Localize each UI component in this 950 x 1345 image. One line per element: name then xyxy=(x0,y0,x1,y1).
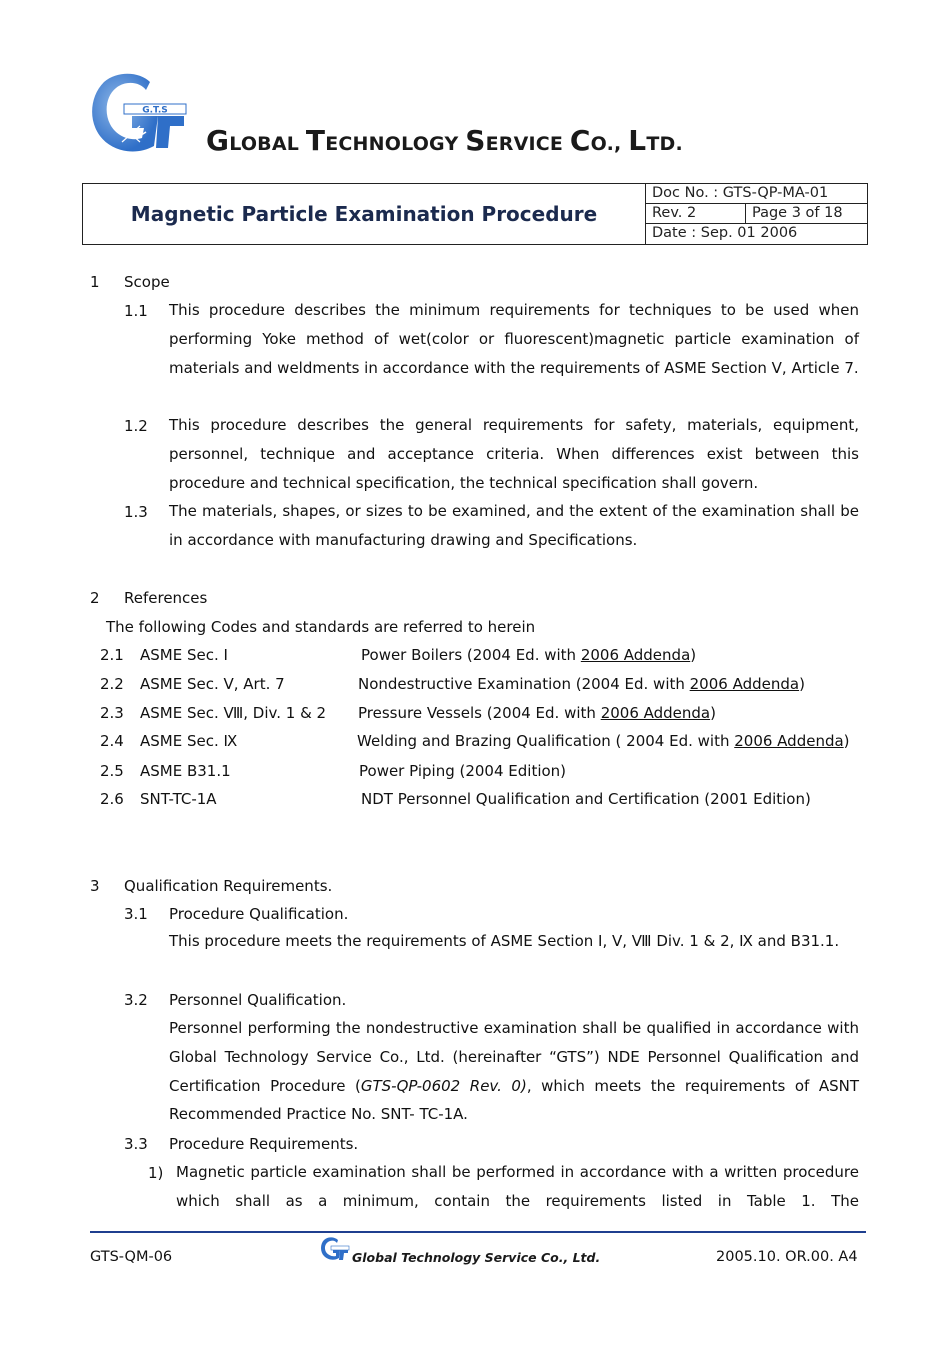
section-1-number: 1 xyxy=(90,273,100,291)
footer-logo xyxy=(320,1236,350,1262)
ref-description: Power Boilers (2004 Ed. with 2006 Addenda) xyxy=(361,646,697,664)
ref-code: ASME Sec. Ⅷ, Div. 1 & 2 xyxy=(140,704,327,722)
footer-company-name: Global Technology Service Co., Ltd. xyxy=(352,1250,601,1265)
document-header-table xyxy=(82,183,868,245)
item-3-1-number: 3.1 xyxy=(124,905,148,923)
references-intro: The following Codes and standards are referred to herein xyxy=(106,618,536,636)
item-1-3-text: The materials, shapes, or sizes to be examined, and the extent of the examination shall be in accordance with manufacturing drawing and Specifications. xyxy=(169,502,859,549)
item-3-2-title: Personnel Qualification. xyxy=(169,991,347,1009)
item-1-3-number: 1.3 xyxy=(124,503,148,521)
section-1-title: Scope xyxy=(124,273,170,291)
ref-code: SNT-TC-1A xyxy=(140,790,217,808)
ref-code: ASME B31.1 xyxy=(140,762,231,780)
ref-number: 2.6 xyxy=(100,790,124,808)
ref-code: ASME Sec. Ⅸ xyxy=(140,732,238,750)
document-meta xyxy=(645,184,868,244)
ref-description: Nondestructive Examination (2004 Ed. with 2006 Addenda) xyxy=(358,675,805,693)
company-title: GLOBAL TECHNOLOGY SERVICE CO., LTD. xyxy=(206,124,683,157)
list-item-number: 1) xyxy=(148,1164,164,1182)
footer-divider xyxy=(90,1231,866,1233)
list-item-text: Magnetic particle examination shall be performed in accordance with a written procedure which shall as a minimum, contain the requirements listed in Table 1. The xyxy=(176,1163,859,1210)
page-number: Page 3 of 18 xyxy=(746,204,868,224)
item-3-1-text: This procedure meets the requirements of ASME Section Ⅰ, Ⅴ, Ⅷ Div. 1 & 2, Ⅸ and B31.1. xyxy=(169,932,840,950)
ref-number: 2.4 xyxy=(100,732,124,750)
item-3-1-title: Procedure Qualification. xyxy=(169,905,349,923)
doc-number: Doc No. : GTS-QP-MA-01 xyxy=(646,184,868,204)
footer-form-code: GTS-QM-06 xyxy=(90,1249,173,1265)
item-1-2-text: This procedure describes the general requirements for safety, materials, equipment, personnel, technique and acceptance criteria. When differences exist between this procedure and technical specification, the technical specification shall govern. xyxy=(169,416,859,492)
ref-number: 2.1 xyxy=(100,646,124,664)
item-3-3-title: Procedure Requirements. xyxy=(169,1135,359,1153)
ref-code: ASME Sec. Ⅴ, Art. 7 xyxy=(140,675,285,693)
ref-description: Power Piping (2004 Edition) xyxy=(359,762,567,780)
ref-code: ASME Sec. Ⅰ xyxy=(140,646,228,664)
document-date: Date : Sep. 01 2006 xyxy=(652,225,798,241)
document-title: Magnetic Particle Examination Procedure xyxy=(130,202,598,226)
footer-revision-code: 2005.10. OR.00. A4 xyxy=(716,1249,858,1265)
revision: Rev. 2 xyxy=(646,204,746,224)
section-2-title: References xyxy=(124,589,208,607)
item-1-1-number: 1.1 xyxy=(124,302,148,320)
section-2-number: 2 xyxy=(90,589,100,607)
item-1-1-text: This procedure describes the minimum requirements for techniques to be used when performing Yoke method of wet(color or fluorescent)magnetic particle examination of materials and weldments in accordance with the requirements of ASME Section Ⅴ, Article 7. xyxy=(169,301,859,377)
item-1-2-number: 1.2 xyxy=(124,417,148,435)
ref-description: Pressure Vessels (2004 Ed. with 2006 Addenda) xyxy=(358,704,716,722)
ref-description: Welding and Brazing Qualification ( 2004 Ed. with 2006 Addenda) xyxy=(357,732,850,750)
ref-number: 2.2 xyxy=(100,675,124,693)
section-3-title: Qualification Requirements. xyxy=(124,877,333,895)
gts-logo xyxy=(88,68,188,156)
ref-description: NDT Personnel Qualification and Certification (2001 Edition) xyxy=(361,790,811,808)
section-3-number: 3 xyxy=(90,877,100,895)
item-3-2-text: Personnel performing the nondestructive examination shall be qualified in accordance with Global Technology Service Co., Ltd. (hereinafter “GTS”) NDE Personnel Qualification and Certification Procedure (GTS-QP-0602 Rev. 0), which meets the requirements of ASNT Recommended Practice No. SNT- TC-1A. xyxy=(169,1019,860,1124)
ref-number: 2.5 xyxy=(100,762,124,780)
ref-number: 2.3 xyxy=(100,704,124,722)
item-3-2-number: 3.2 xyxy=(124,991,148,1009)
svg-text:G.T.S: G.T.S xyxy=(142,105,168,116)
item-3-3-number: 3.3 xyxy=(124,1135,148,1153)
